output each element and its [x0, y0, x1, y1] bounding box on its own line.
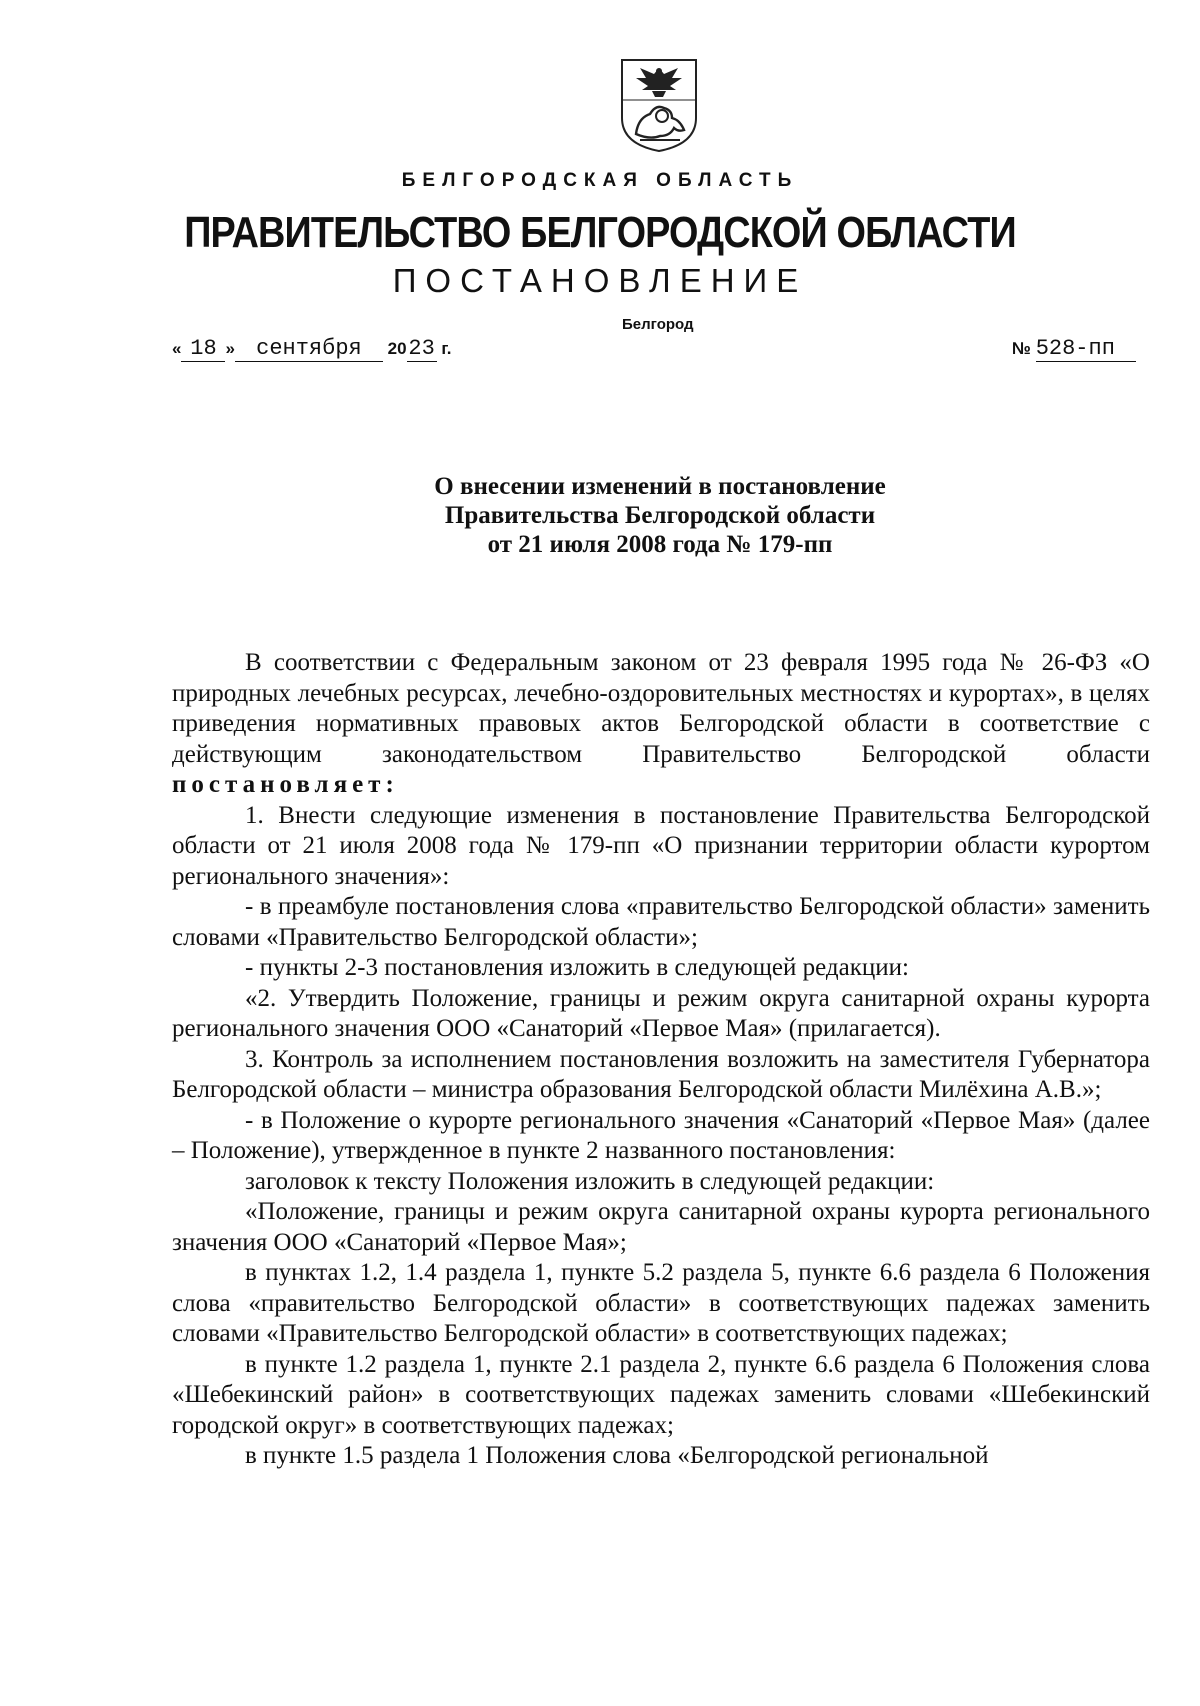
coat-of-arms-emblem [618, 56, 700, 154]
decree-body [172, 648, 1150, 1472]
paragraph-regulation-change: - в Положение о курорте регионального значения «Санаторий «Первое Мая» (далее – Положение), утвержденное в пункте 2 названного постановления: [172, 1106, 1150, 1164]
paragraph-preamble-change: - в преамбуле постановления слова «правительство Белгородской области» заменить словами «Правительство Белгородской области»; [172, 893, 1150, 951]
paragraph-points-change: - пункты 2-3 постановления изложить в следующей редакции: [245, 954, 909, 981]
paragraph-new-point-3: 3. Контроль за исполнением постановления возложить на заместителя Губернатора Белгородской области – министра образования Белгородской области Милёхина А.В.»; [172, 1045, 1150, 1103]
date-month: сентября [235, 336, 383, 362]
paragraph-title-change: заголовок к тексту Положения изложить в следующей редакции: [245, 1167, 935, 1195]
number-label: № [1012, 339, 1031, 358]
decree-date [172, 336, 451, 362]
subject-line-2: Правительства Белгородской области [444, 502, 876, 529]
government-title: ПРАВИТЕЛЬСТВО БЕЛГОРОДСКОЙ ОБЛАСТИ [184, 208, 1016, 257]
date-open-quote: « [172, 339, 182, 358]
subject-line-3: от 21 июля 2008 года № 179-пп [487, 531, 833, 558]
number-value: 528-пп [1036, 336, 1136, 362]
paragraph-item-1-5: в пункте 1.5 раздела 1 Положения слова «Белгородской региональной [245, 1442, 989, 1469]
decree-number [1012, 336, 1136, 362]
paragraph-government-wording: в пунктах 1.2, 1.4 раздела 1, пункте 5.2 раздела 5, пункте 6.6 раздела 6 Положения слова «правительство Белгородской области» в соответствующих падежах заменить словами «Правительство Белгородской области» в соответствующих падежах; [172, 1259, 1150, 1347]
date-year-unit: г. [441, 339, 452, 358]
city-name: Белгород [622, 316, 694, 333]
resolves-word: постановляет: [172, 771, 399, 798]
paragraph-item-1: 1. Внести следующие изменения в постановление Правительства Белгородской области от 21 июля 2008 года № 179-пп «О признании территории области курортом регионального значения»: [172, 801, 1150, 890]
paragraph-new-point-2: «2. Утвердить Положение, границы и режим округа санитарной охраны курорта регионального значения ООО «Санаторий «Первое Мая» (прилагается). [172, 984, 1150, 1042]
region-name: БЕЛГОРОДСКАЯ ОБЛАСТЬ [401, 170, 799, 191]
paragraph-preamble [172, 648, 1150, 801]
date-day: 18 [181, 336, 225, 362]
date-year-prefix: 20 [387, 339, 407, 358]
date-close-quote: » [225, 339, 235, 358]
decree-subject [0, 472, 1200, 559]
subject-line-1: О внесении изменений в постановление [434, 473, 886, 500]
date-year-suffix: 23 [408, 336, 435, 361]
paragraph-district-wording: в пункте 1.2 раздела 1, пункте 2.1 раздела 2, пункте 6.6 раздела 6 Положения слова «Шебекинский район» в соответствующих падежах заменить словами «Шебекинский городской округ» в соответствующих падежах; [172, 1350, 1150, 1439]
document-type: ПОСТАНОВЛЕНИЕ [392, 262, 808, 299]
paragraph-new-title: «Положение, границы и режим округа санитарной охраны курорта регионального значения ООО «Санаторий «Первое Мая»; [172, 1198, 1150, 1256]
preamble-text: В соответствии с Федеральным законом от 23 февраля 1995 года № 26-ФЗ «О природных лечебных ресурсах, лечебно-оздоровительных местностях и курортах», в целях приведения нормативных правовых актов Белгородской области в соответствие с действующим законодательством Правительство Белгородской области [172, 649, 1150, 768]
